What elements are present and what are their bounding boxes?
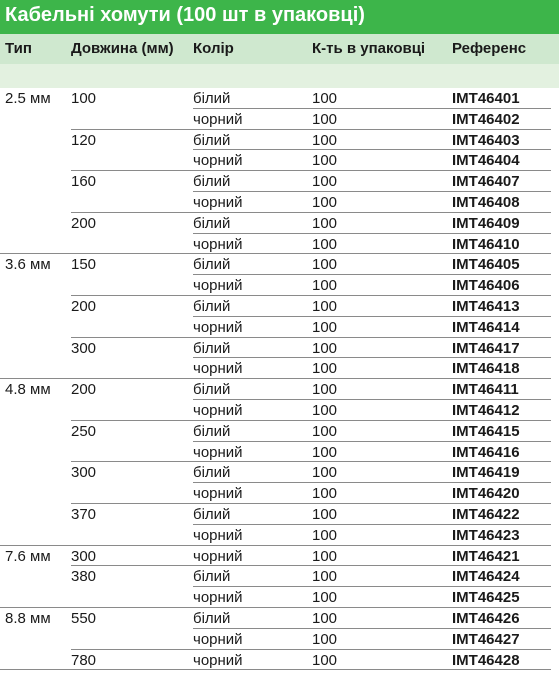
cell-length: 380 [71,568,97,586]
table-row [0,504,559,525]
cell-length: 300 [71,464,97,482]
cell-type: 4.8 мм [5,381,51,399]
cell-length: 780 [71,651,97,669]
cell-ref: IMT46412 [452,401,520,419]
cell-ref: IMT46413 [452,297,520,315]
table-row [0,317,559,338]
cell-qty: 100 [312,214,338,232]
cell-color: чорний [193,651,243,669]
table-row [0,400,559,421]
cell-ref: IMT46422 [452,505,520,523]
title-bar [0,0,559,34]
table-row [0,358,559,379]
cell-qty: 100 [312,90,338,107]
cell-ref: IMT46425 [452,589,520,607]
cell-color: чорний [193,401,243,419]
cell-color: білий [193,90,231,107]
table-row [0,192,559,213]
cell-qty: 100 [312,422,338,440]
cell-ref: IMT46407 [452,173,520,191]
cell-qty: 100 [312,277,338,295]
table-row [0,608,559,629]
cell-ref: IMT46405 [452,256,520,274]
cell-qty: 100 [312,339,338,357]
cell-color: чорний [193,589,243,607]
cell-ref: IMT46416 [452,443,520,461]
cell-qty: 100 [312,651,338,669]
cell-color: білий [193,464,231,482]
cell-qty: 100 [312,609,338,627]
cell-qty: 100 [312,381,338,399]
row-divider [0,669,551,670]
cell-qty: 100 [312,547,338,565]
cell-color: чорний [193,152,243,170]
cell-qty: 100 [312,297,338,315]
cell-color: білий [193,339,231,357]
cell-length: 200 [71,297,97,315]
cell-qty: 100 [312,256,338,274]
product-table [0,88,559,670]
cell-ref: IMT46424 [452,568,520,586]
cell-qty: 100 [312,360,338,378]
cell-length: 200 [71,214,97,232]
cell-qty: 100 [312,464,338,482]
cell-length: 300 [71,339,97,357]
cell-color: білий [193,256,231,274]
table-row [0,442,559,463]
table-row [0,130,559,151]
table-row [0,254,559,275]
cell-ref: IMT46417 [452,339,520,357]
cell-color: чорний [193,318,243,336]
table-row [0,234,559,255]
cell-color: білий [193,568,231,586]
cell-ref: IMT46411 [452,381,519,399]
table-row [0,275,559,296]
table-header [0,34,559,64]
cell-color: білий [193,131,231,149]
cell-ref: IMT46418 [452,360,520,378]
cell-ref: IMT46408 [452,193,520,211]
cell-color: чорний [193,526,243,544]
cell-ref: IMT46428 [452,651,520,669]
table-row [0,379,559,400]
cell-qty: 100 [312,485,338,503]
table-row [0,88,559,109]
cell-ref: IMT46409 [452,214,520,232]
table-row [0,338,559,359]
table-row [0,150,559,171]
cell-color: чорний [193,547,243,565]
cell-qty: 100 [312,401,338,419]
cell-ref: IMT46426 [452,609,520,627]
cell-ref: IMT46420 [452,485,520,503]
cell-length: 300 [71,547,97,565]
cell-qty: 100 [312,152,338,170]
cell-color: чорний [193,360,243,378]
cell-ref: IMT46415 [452,422,520,440]
cell-color: чорний [193,277,243,295]
table-row [0,296,559,317]
cell-length: 100 [71,90,97,107]
header-type: Тип [5,40,32,57]
cell-ref: IMT46423 [452,526,520,544]
table-row [0,421,559,442]
cell-ref: IMT46401 [452,90,520,107]
cell-qty: 100 [312,568,338,586]
cell-qty: 100 [312,505,338,523]
header-band [0,64,559,88]
table-row [0,483,559,504]
table-row [0,525,559,546]
table-row [0,546,559,567]
cell-ref: IMT46406 [452,277,520,295]
page-title: Кабельні хомути (100 шт в упаковці) [5,4,365,26]
cell-length: 120 [71,131,97,149]
header-color: Колір [193,40,234,57]
cell-type: 3.6 мм [5,256,51,274]
cell-qty: 100 [312,318,338,336]
cell-qty: 100 [312,443,338,461]
cell-color: білий [193,297,231,315]
cell-length: 160 [71,173,97,191]
cell-length: 200 [71,381,97,399]
cell-qty: 100 [312,193,338,211]
cell-ref: IMT46403 [452,131,520,149]
cell-length: 550 [71,609,97,627]
cell-qty: 100 [312,630,338,648]
table-row [0,566,559,587]
cell-qty: 100 [312,589,338,607]
cell-color: білий [193,609,231,627]
table-row [0,171,559,192]
cell-color: білий [193,505,231,523]
cell-color: чорний [193,110,243,128]
header-ref: Референс [452,40,527,57]
cell-color: чорний [193,630,243,648]
cell-color: чорний [193,443,243,461]
cell-length: 250 [71,422,97,440]
cell-qty: 100 [312,131,338,149]
header-qty: К-ть в упаковці [312,40,426,57]
cell-qty: 100 [312,173,338,191]
cell-qty: 100 [312,235,338,253]
header-length: Довжина (мм) [71,40,174,57]
cell-ref: IMT46427 [452,630,520,648]
table-row [0,650,559,671]
cell-qty: 100 [312,526,338,544]
cell-ref: IMT46404 [452,152,520,170]
cell-length: 370 [71,505,97,523]
cell-ref: IMT46419 [452,464,520,482]
cell-color: білий [193,422,231,440]
table-row [0,587,559,608]
cell-color: білий [193,173,231,191]
table-row [0,213,559,234]
cell-length: 150 [71,256,97,274]
cell-type: 8.8 мм [5,609,51,627]
cell-ref: IMT46421 [452,547,520,565]
table-row [0,462,559,483]
cell-ref: IMT46414 [452,318,520,336]
cell-color: білий [193,214,231,232]
table-row [0,629,559,650]
cell-ref: IMT46402 [452,110,520,128]
cell-color: чорний [193,193,243,211]
cell-color: чорний [193,485,243,503]
cell-qty: 100 [312,110,338,128]
table-row [0,109,559,130]
cell-ref: IMT46410 [452,235,520,253]
cell-color: білий [193,381,231,399]
cell-color: чорний [193,235,243,253]
cell-type: 7.6 мм [5,547,51,565]
cell-type: 2.5 мм [5,90,51,107]
